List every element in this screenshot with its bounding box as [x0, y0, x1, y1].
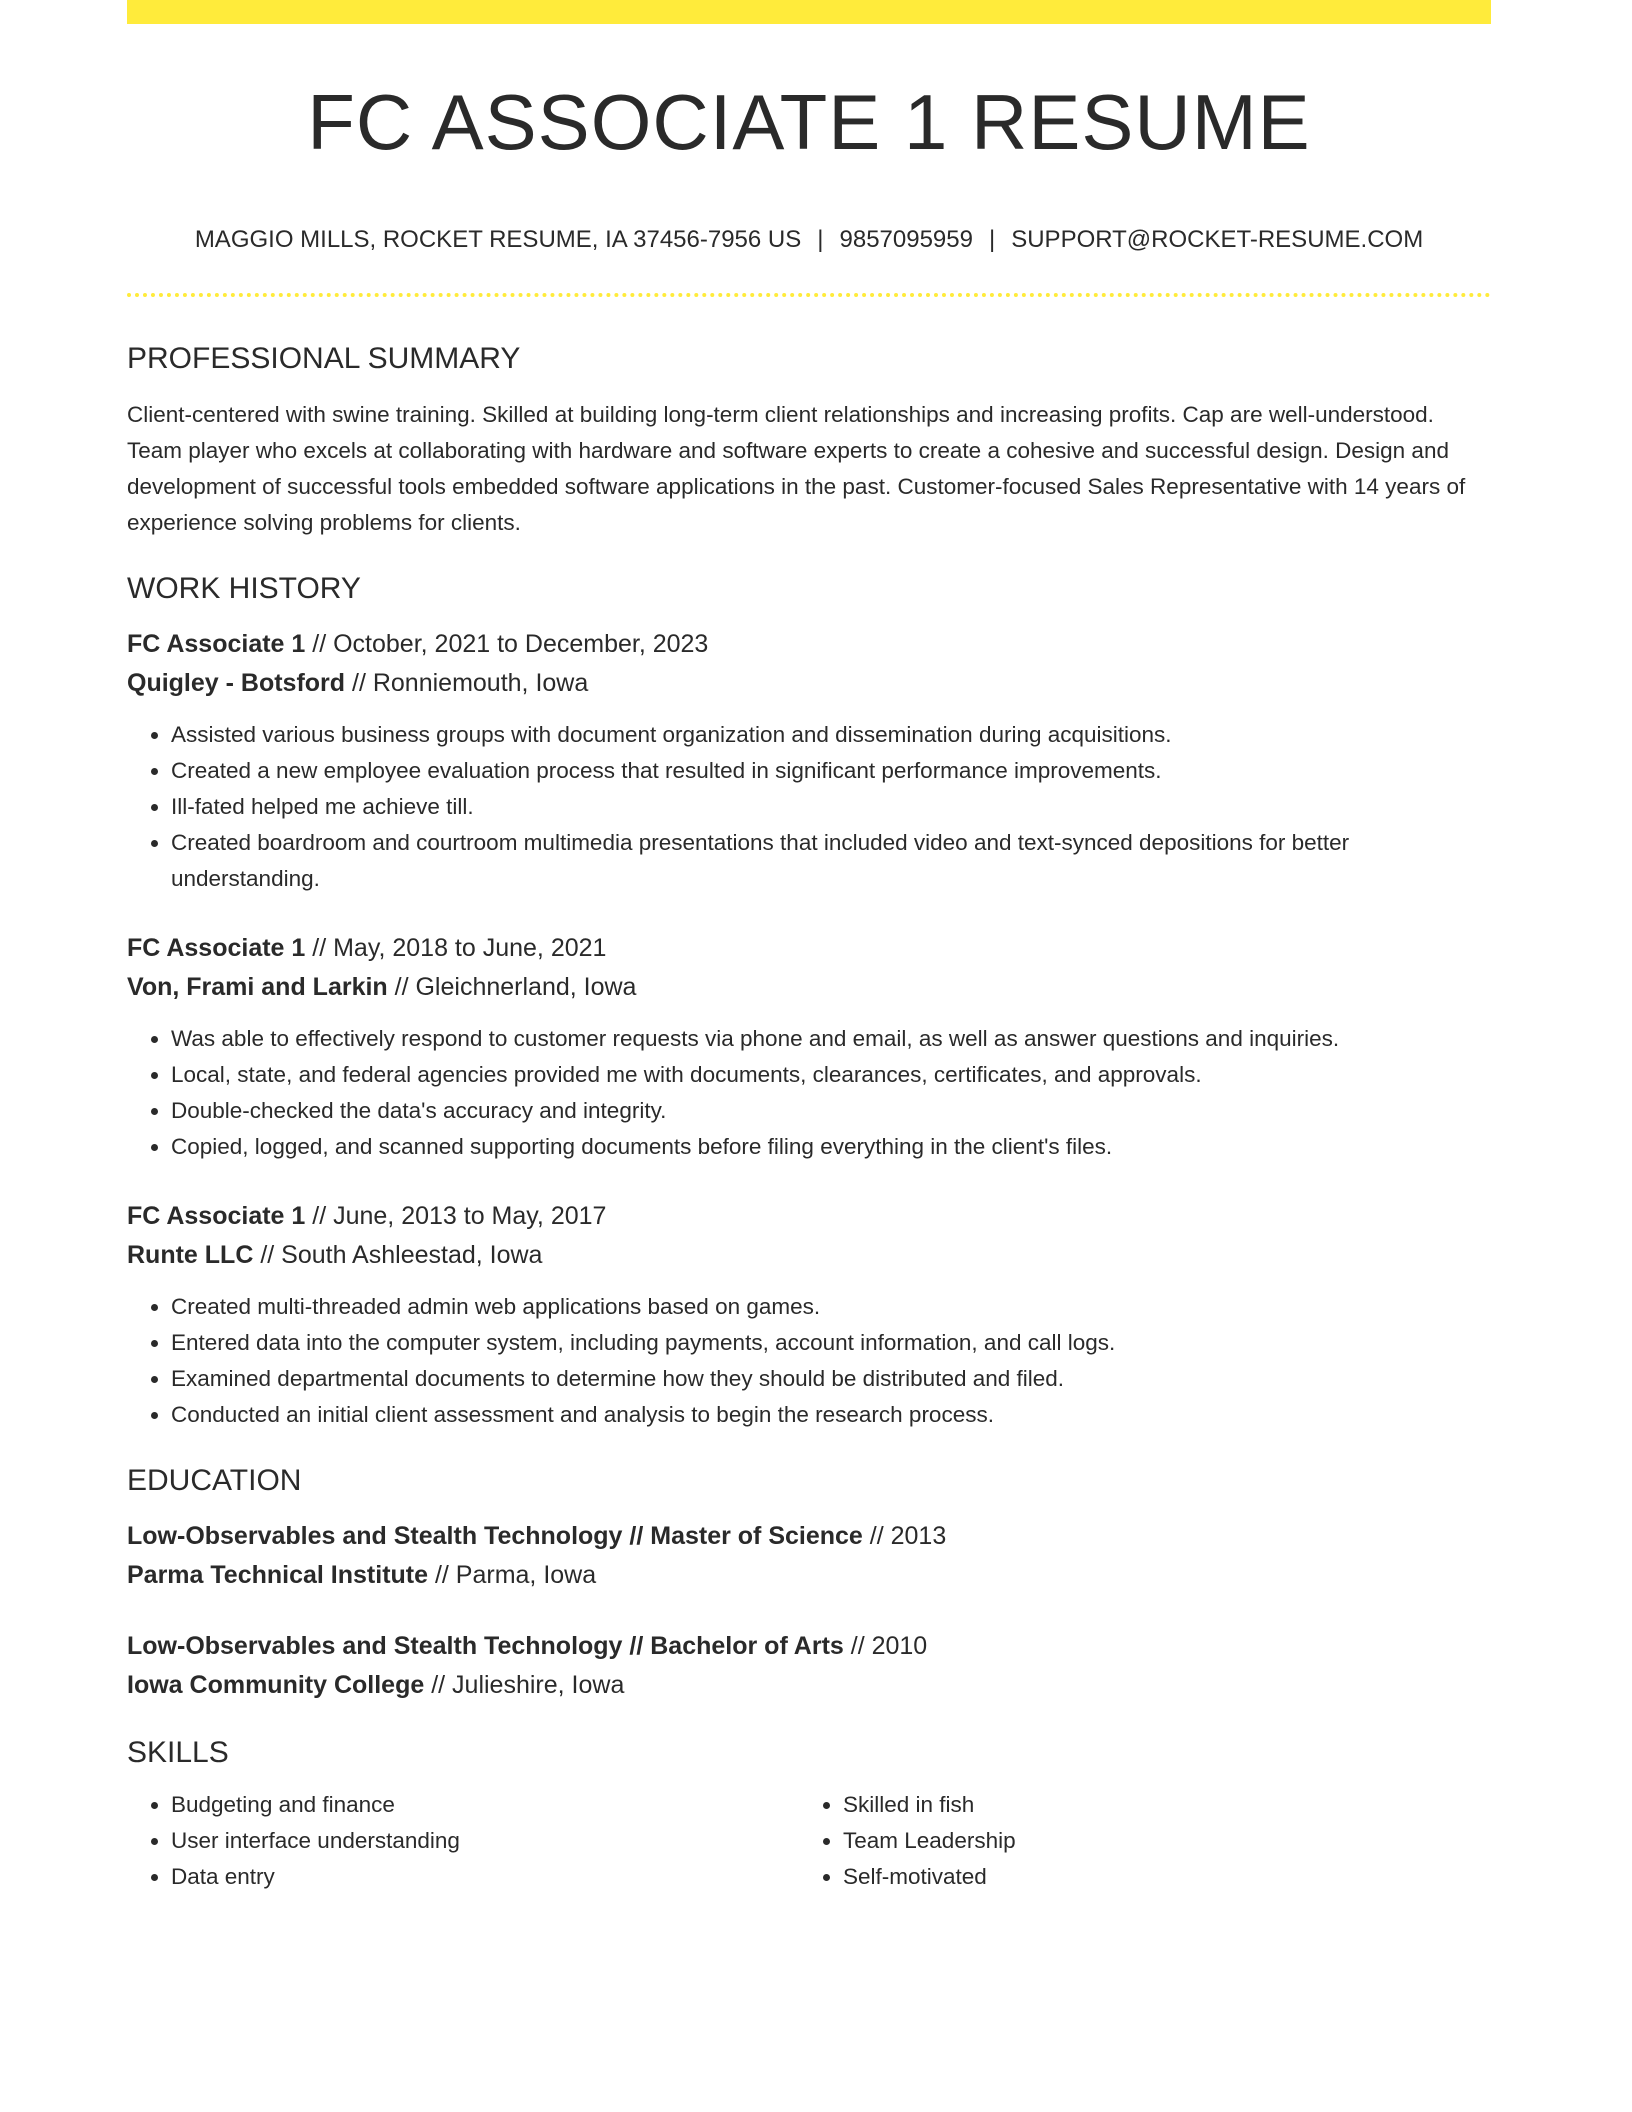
job-location: // Ronniemouth, Iowa: [345, 668, 589, 697]
education-entry: [127, 1517, 1491, 1595]
skill-item: • Skilled in fish: [843, 1787, 1471, 1823]
job-bullet: • Entered data into the computer system, including payments, account information, and call logs.: [171, 1325, 1491, 1361]
contact-email: SUPPORT@ROCKET-RESUME.COM: [1011, 225, 1424, 253]
job-dates: // October, 2021 to December, 2023: [305, 629, 709, 658]
job-bullets: [127, 1021, 1491, 1165]
job-bullet: • Created boardroom and courtroom multimedia presentations that included video and text-synced depositions for better understanding.: [171, 825, 1491, 897]
education-degree: Low-Observables and Stealth Technology // Bachelor of Arts: [127, 1631, 844, 1660]
job-company-line: [127, 1236, 1491, 1275]
education-degree-line: [127, 1627, 1491, 1666]
education-school: Iowa Community College: [127, 1670, 425, 1699]
job-bullet: • Conducted an initial client assessment and analysis to begin the research process.: [171, 1397, 1491, 1433]
skills-column-left: [127, 1787, 799, 1895]
section-title-skills: SKILLS: [127, 1735, 229, 1769]
job-entry: [127, 625, 1491, 897]
contact-line: [127, 226, 1491, 255]
job-entry: [127, 1197, 1491, 1433]
job-bullet: • Created multi-threaded admin web applications based on games.: [171, 1289, 1491, 1325]
education-location: // Julieshire, Iowa: [424, 1670, 625, 1699]
skill-item: • Self-motivated: [843, 1859, 1471, 1895]
education-year: // 2013: [862, 1521, 947, 1550]
summary-text: Client-centered with swine training. Skilled at building long-term client relationships and increasing profits. Cap are well-understood. Team player who excels at collaborating with hardware and software experts to create a cohesive and successful design. Design and development of successful tools embedded software applications in the past. Customer-focused Sales Representative with 14 years of experience solving problems for clients.: [127, 401, 1466, 535]
skill-item: • Team Leadership: [843, 1823, 1471, 1859]
job-title-line: [127, 1197, 1491, 1236]
education-degree: Low-Observables and Stealth Technology // Master of Science: [127, 1521, 863, 1550]
education-school-line: [127, 1556, 1491, 1595]
job-bullet: • Copied, logged, and scanned supporting documents before filing everything in the client's files.: [171, 1129, 1491, 1165]
job-location: // Gleichnerland, Iowa: [387, 972, 637, 1001]
skill-item: • Budgeting and finance: [171, 1787, 799, 1823]
job-title-line: [127, 625, 1491, 664]
dotted-divider: [127, 293, 1491, 297]
job-role: FC Associate 1: [127, 1201, 306, 1230]
job-bullet: • Double-checked the data's accuracy and integrity.: [171, 1093, 1491, 1129]
job-bullet: • Was able to effectively respond to customer requests via phone and email, as well as answer questions and inquiries.: [171, 1021, 1491, 1057]
job-company: Quigley - Botsford: [127, 668, 346, 697]
contact-separator: |: [988, 225, 996, 253]
education-entry: [127, 1627, 1491, 1705]
contact-separator: |: [817, 225, 824, 253]
education-degree-line: [127, 1517, 1491, 1556]
job-company: Von, Frami and Larkin: [127, 972, 388, 1001]
contact-address: MAGGIO MILLS, ROCKET RESUME, IA 37456-7956 US: [194, 225, 802, 253]
skill-item: • Data entry: [171, 1859, 799, 1895]
contact-phone: 9857095959: [839, 225, 973, 253]
skills-column-right: [799, 1787, 1471, 1895]
skill-item: • User interface understanding: [171, 1823, 799, 1859]
education-location: // Parma, Iowa: [428, 1560, 597, 1589]
section-title-education: EDUCATION: [127, 1463, 302, 1497]
job-entry: [127, 929, 1491, 1165]
job-bullet: • Ill-fated helped me achieve till.: [171, 789, 1491, 825]
resume-page: [127, 0, 1491, 1895]
job-role: FC Associate 1: [127, 629, 306, 658]
resume-title: FC ASSOCIATE 1 RESUME: [307, 78, 1311, 166]
section-title-work-history: WORK HISTORY: [127, 571, 361, 605]
accent-top-bar: [127, 0, 1491, 24]
job-company-line: [127, 664, 1491, 703]
job-title-line: [127, 929, 1491, 968]
job-bullet: • Examined departmental documents to determine how they should be distributed and filed.: [171, 1361, 1491, 1397]
education-year: // 2010: [843, 1631, 928, 1660]
education-school: Parma Technical Institute: [127, 1560, 429, 1589]
job-dates: // May, 2018 to June, 2021: [305, 933, 607, 962]
job-bullet: • Local, state, and federal agencies provided me with documents, clearances, certificates, and approvals.: [171, 1057, 1491, 1093]
skills-grid: [127, 1787, 1491, 1895]
section-title-summary: PROFESSIONAL SUMMARY: [127, 341, 521, 375]
job-role: FC Associate 1: [127, 933, 306, 962]
job-dates: // June, 2013 to May, 2017: [305, 1201, 607, 1230]
job-bullets: [127, 717, 1491, 897]
job-bullet: • Assisted various business groups with document organization and dissemination during acquisitions.: [171, 717, 1491, 753]
job-company: Runte LLC: [127, 1240, 254, 1269]
job-bullets: [127, 1289, 1491, 1433]
job-bullet: • Created a new employee evaluation process that resulted in significant performance improvements.: [171, 753, 1491, 789]
job-company-line: [127, 968, 1491, 1007]
education-school-line: [127, 1666, 1491, 1705]
job-location: // South Ashleestad, Iowa: [253, 1240, 543, 1269]
